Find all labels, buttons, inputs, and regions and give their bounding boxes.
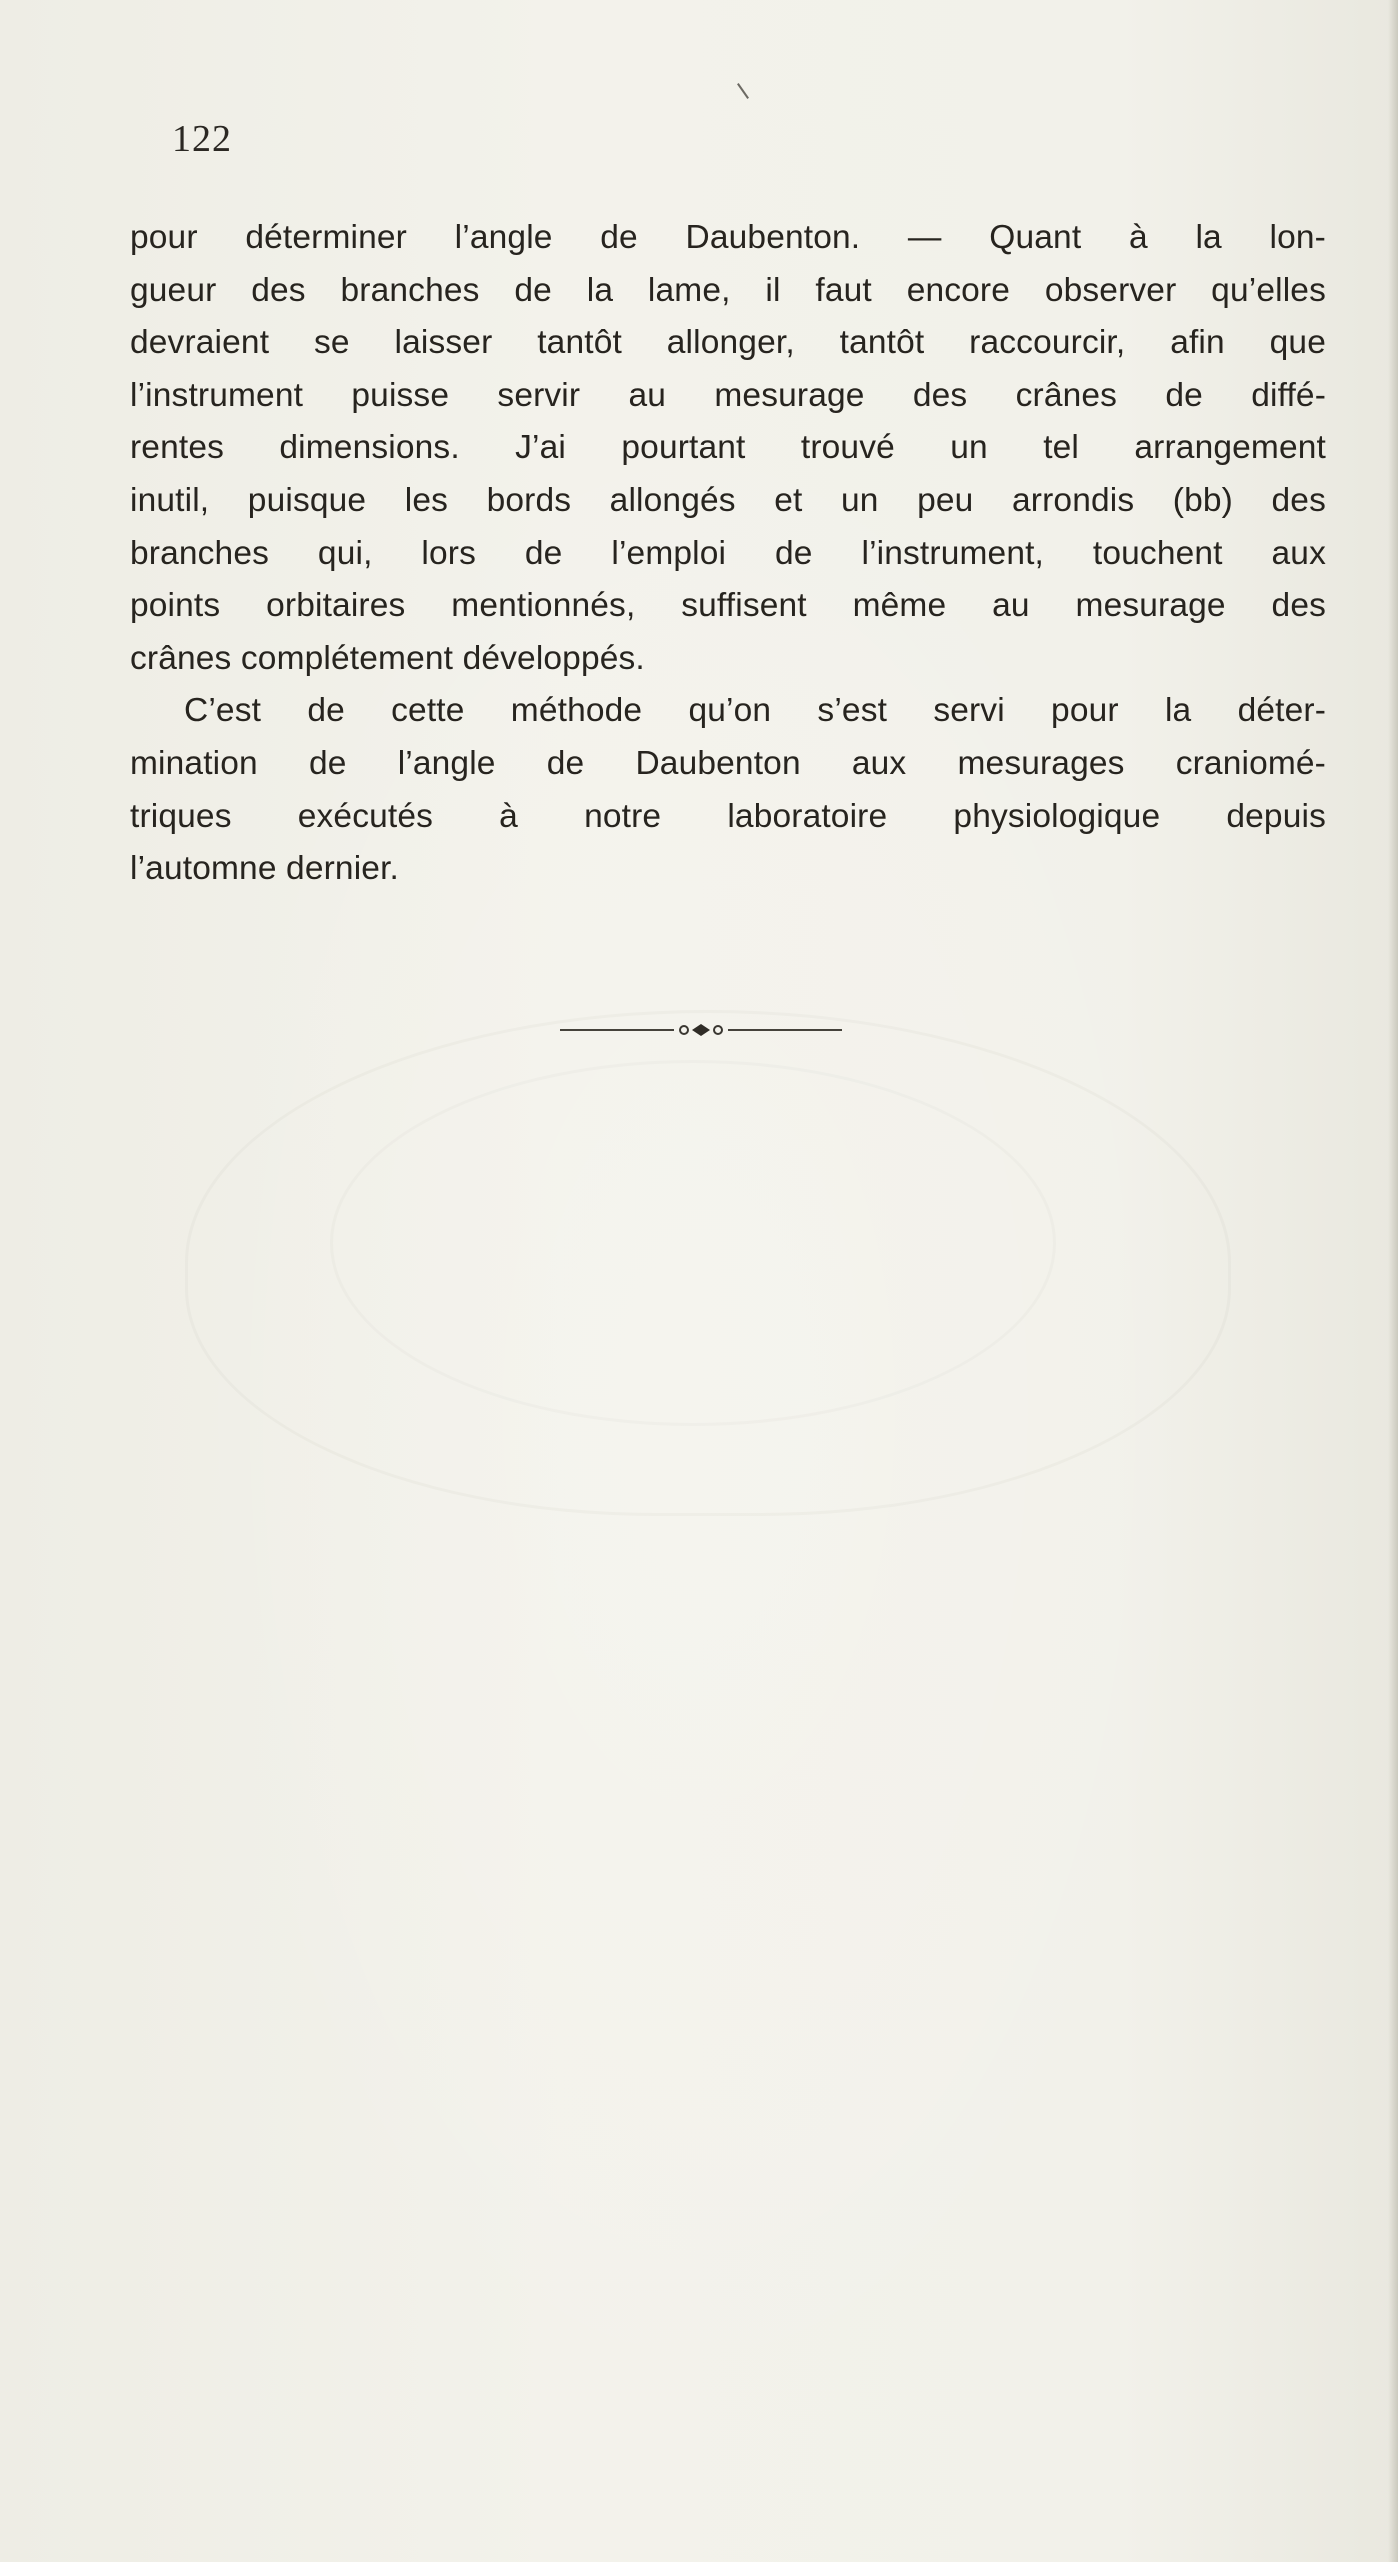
- ornament-rule-left: [560, 1029, 674, 1031]
- text-line: l’instrument puisse servir au mesurage des crânes de diffé-: [130, 376, 1326, 414]
- show-through-figure-inner: [330, 1060, 1056, 1426]
- section-end-ornament: [560, 1020, 842, 1040]
- paragraph-2: [130, 685, 1326, 895]
- text-line: devraient se laisser tantôt allonger, tantôt raccourcir, afin que: [130, 324, 1326, 362]
- text-line: l’automne dernier.: [130, 850, 399, 888]
- text-line: pour déterminer l’angle de Daubenton. — Quant à la lon-: [130, 219, 1326, 256]
- print-mark: [737, 83, 749, 99]
- text-line: crânes complétement développés.: [130, 639, 645, 677]
- text-line: mination de l’angle de Daubenton aux mesurages craniomé-: [130, 744, 1326, 782]
- text-line: inutil, puisque les bords allongés et un peu arrondis (bb) des: [130, 481, 1326, 519]
- text-line: triques exécutés à notre laboratoire physiologique depuis: [130, 797, 1326, 835]
- page-edge-shadow: [1388, 0, 1398, 2562]
- text-line: C’est de cette méthode qu’on s’est servi pour la déter-: [184, 692, 1326, 730]
- ornament-rule-right: [728, 1029, 842, 1031]
- page-number: 122: [172, 118, 232, 160]
- text-line: branches qui, lors de l’emploi de l’instrument, touchent aux: [130, 534, 1326, 572]
- ornament-center-icon: [676, 1020, 726, 1040]
- paragraph-1: [130, 212, 1326, 685]
- text-line: gueur des branches de la lame, il faut encore observer qu’elles: [130, 271, 1326, 309]
- text-line: points orbitaires mentionnés, suffisent même au mesurage des: [130, 587, 1326, 625]
- body-text: [130, 212, 1326, 896]
- text-line: rentes dimensions. J’ai pourtant trouvé un tel arrangement: [130, 429, 1326, 467]
